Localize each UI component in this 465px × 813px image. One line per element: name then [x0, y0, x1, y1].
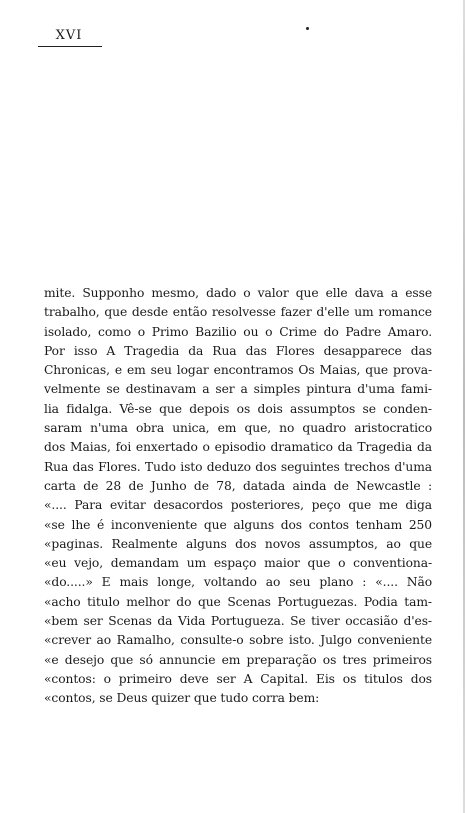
text-line: «eu vejo, demandam um espaço maior que o conventiona- [44, 556, 432, 571]
text-line: «do.....» E mais longe, voltando ao seu plano : «.... Não [44, 575, 432, 590]
text-line: «.... Para evitar desacordos posteriores, peço que me diga [44, 498, 432, 513]
text-line: «contos: o primeiro deve ser A Capital. Eis os titulos dos [44, 671, 432, 686]
text-line: Chronicas, e em seu logar encontramos Os Maias, que prova- [44, 363, 432, 378]
page-number: XVI [55, 28, 83, 43]
text-line: Por isso A Tragedia da Rua das Flores desapparece das [44, 343, 432, 358]
text-line: Rua das Flores. Tudo isto deduzo dos seguintes trechos d'uma [44, 459, 432, 474]
text-line: «se lhe é inconveniente que alguns dos contos tenham 250 [44, 517, 432, 532]
header-rule [38, 46, 102, 47]
text-line: lia fidalga. Vê-se que depois os dois assumptos se conden- [44, 401, 432, 416]
text-line: «crever ao Ramalho, consulte-o sobre isto. Julgo conveniente [44, 633, 432, 648]
text-line: «acho titulo melhor do que Scenas Portuguezas. Podia tam- [44, 594, 432, 609]
text-line: velmente se destinavam a ser a simples pintura d'uma fami- [44, 382, 432, 397]
ink-speck [306, 27, 309, 30]
text-line: «e desejo que só annuncie em preparação os tres primeiros [44, 652, 432, 667]
text-line: «bem ser Scenas da Vida Portugueza. Se tiver occasião d'es- [44, 614, 432, 629]
body-text [44, 284, 432, 709]
text-line: dos Maias, foi enxertado o episodio dramatico da Tragedia da [44, 440, 432, 455]
text-line: saram n'uma obra unica, em que, no quadro aristocratico [44, 421, 432, 436]
text-line: carta de 28 de Junho de 78, datada ainda de Newcastle : [44, 478, 432, 493]
text-line: «contos, se Deus quizer que tudo corra bem: [44, 691, 320, 706]
text-line: «paginas. Realmente alguns dos novos assumptos, ao que [44, 536, 432, 551]
text-line: mite. Supponho mesmo, dado o valor que elle dava a esse [44, 286, 432, 300]
text-line: isolado, como o Primo Bazilio ou o Crime do Padre Amaro. [44, 324, 432, 339]
text-line: trabalho, que desde então resolvesse fazer d'elle um romance [44, 305, 432, 320]
